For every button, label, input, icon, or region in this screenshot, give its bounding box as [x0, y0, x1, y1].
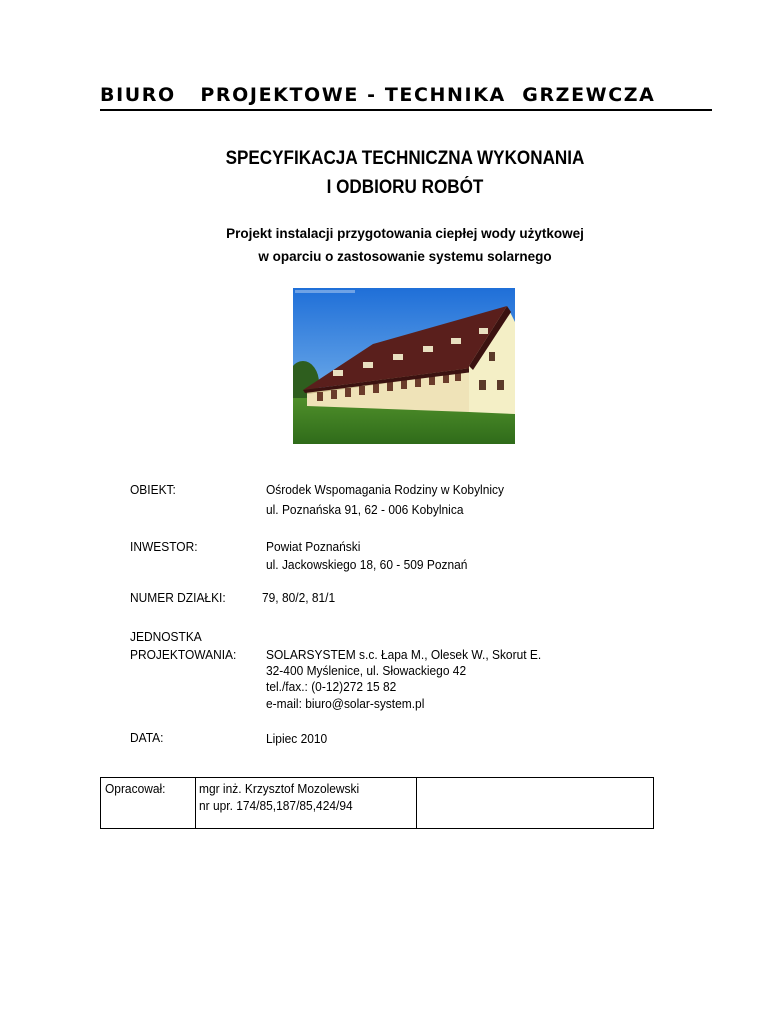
obiekt-name: Ośrodek Wspomagania Rodziny w Kobylnicy [266, 482, 504, 497]
jednostka-email: e-mail: biuro@solar-system.pl [266, 696, 425, 711]
signature-author-cell [196, 778, 417, 828]
obiekt-address: ul. Poznańska 91, 62 - 006 Kobylnica [266, 502, 464, 517]
project-subtitle-line2: w oparciu o zastosowanie systemu solarnego [258, 249, 552, 264]
inwestor-address: ul. Jackowskiego 18, 60 - 509 Poznań [266, 557, 468, 572]
office-header: BIURO PROJEKTOWE - TECHNIKA GRZEWCZA [100, 84, 656, 106]
signature-sign-cell [417, 778, 653, 828]
inwestor-label: INWESTOR: [130, 539, 198, 554]
project-subtitle-line1: Projekt instalacji przygotowania ciepłej wody użytkowej [226, 226, 584, 241]
author-name: mgr inż. Krzysztof Mozolewski [199, 781, 360, 796]
signature-label-cell [101, 778, 196, 828]
document-title-line2: I ODBIORU ROBÓT [326, 177, 484, 198]
inwestor-name: Powiat Poznański [266, 539, 361, 554]
document-title-line1: SPECYFIKACJA TECHNICZNA WYKONANIA [225, 148, 585, 169]
data-label: DATA: [130, 730, 164, 745]
dzialki-label: NUMER DZIAŁKI: [130, 590, 226, 605]
author-license: nr upr. 174/85,187/85,424/94 [199, 798, 353, 813]
dzialki-value: 79, 80/2, 81/1 [262, 590, 336, 605]
jednostka-label-line2: PROJEKTOWANIA: [130, 647, 237, 662]
obiekt-label: OBIEKT: [130, 482, 176, 497]
prepared-by-label: Opracował: [105, 781, 166, 796]
jednostka-address: 32-400 Myślenice, ul. Słowackiego 42 [266, 663, 467, 678]
building-photo-drawing [293, 288, 515, 444]
jednostka-label-line1: JEDNOSTKA [130, 629, 202, 644]
jednostka-phone: tel./fax.: (0-12)272 15 82 [266, 679, 397, 694]
building-photo [293, 288, 515, 444]
data-value: Lipiec 2010 [266, 731, 328, 746]
header-divider [100, 109, 712, 111]
jednostka-company: SOLARSYSTEM s.c. Łapa M., Olesek W., Skorut E. [266, 647, 542, 662]
signature-table [100, 777, 654, 829]
